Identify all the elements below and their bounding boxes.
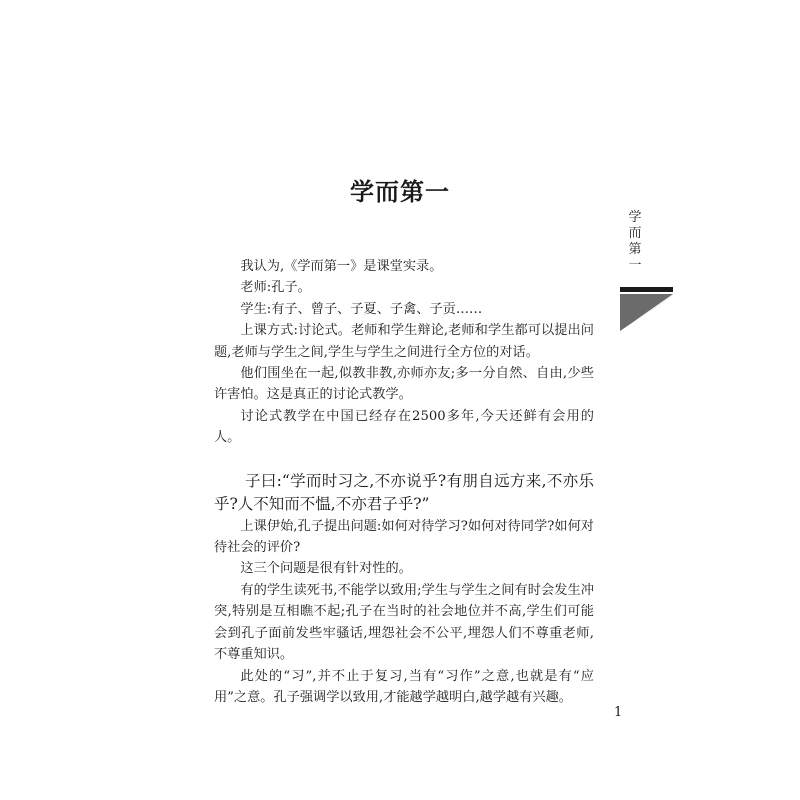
classic-quote: 子曰:“学而时习之,不亦说乎?有朋自远方来,不亦乐乎?人不知而不愠,不亦君子乎?” [214, 471, 594, 513]
commentary-paragraph: 有的学生读死书,不能学以致用;学生与学生之间有时会发生冲突,特别是互相瞧不起;孔子在当时的社会地位并不高,学生们可能会到孔子面前发些牢骚话,埋怨社会不公平,埋怨人们不尊重老师,不尊重知识。 [214, 582, 594, 663]
page-number: 1 [614, 705, 623, 720]
paragraph: 我认为,《学而第一》是课堂实录。 [240, 259, 443, 274]
commentary-paragraph: 这三个问题是很有针对性的。 [240, 561, 412, 577]
side-tab-triangle-decoration [620, 294, 673, 331]
paragraph: 上课方式:讨论式。老师和学生辩论,老师和学生都可以提出问题,老师与学生之间,学生与学生之间进行全方位的对话。 [214, 323, 594, 360]
paragraph: 学生:有子、曾子、子夏、子禽、子贡…… [240, 301, 483, 317]
paragraph: 讨论式教学在中国已经存在2500多年,今天还鲜有会用的人。 [214, 408, 594, 446]
paragraph: 他们围坐在一起,似教非教,亦师亦友;多一分自然、自由,少些许害怕。这是真正的讨论式教学。 [214, 366, 594, 403]
commentary-paragraph: 上课伊始,孔子提出问题:如何对待学习?如何对待同学?如何对待社会的评价? [214, 518, 594, 556]
commentary-paragraph: 此处的“习”,并不止于复习,当有“习作”之意,也就是有“应用”之意。孔子强调学以致用,才能越学越明白,越学越有兴趣。 [214, 668, 594, 705]
page-body [214, 256, 594, 708]
paragraph: 老师:孔子。 [240, 280, 311, 296]
chapter-title: 学而第一 [350, 178, 450, 206]
side-chapter-tab: 学而第一 [628, 210, 642, 273]
side-tab-bar [620, 287, 673, 292]
